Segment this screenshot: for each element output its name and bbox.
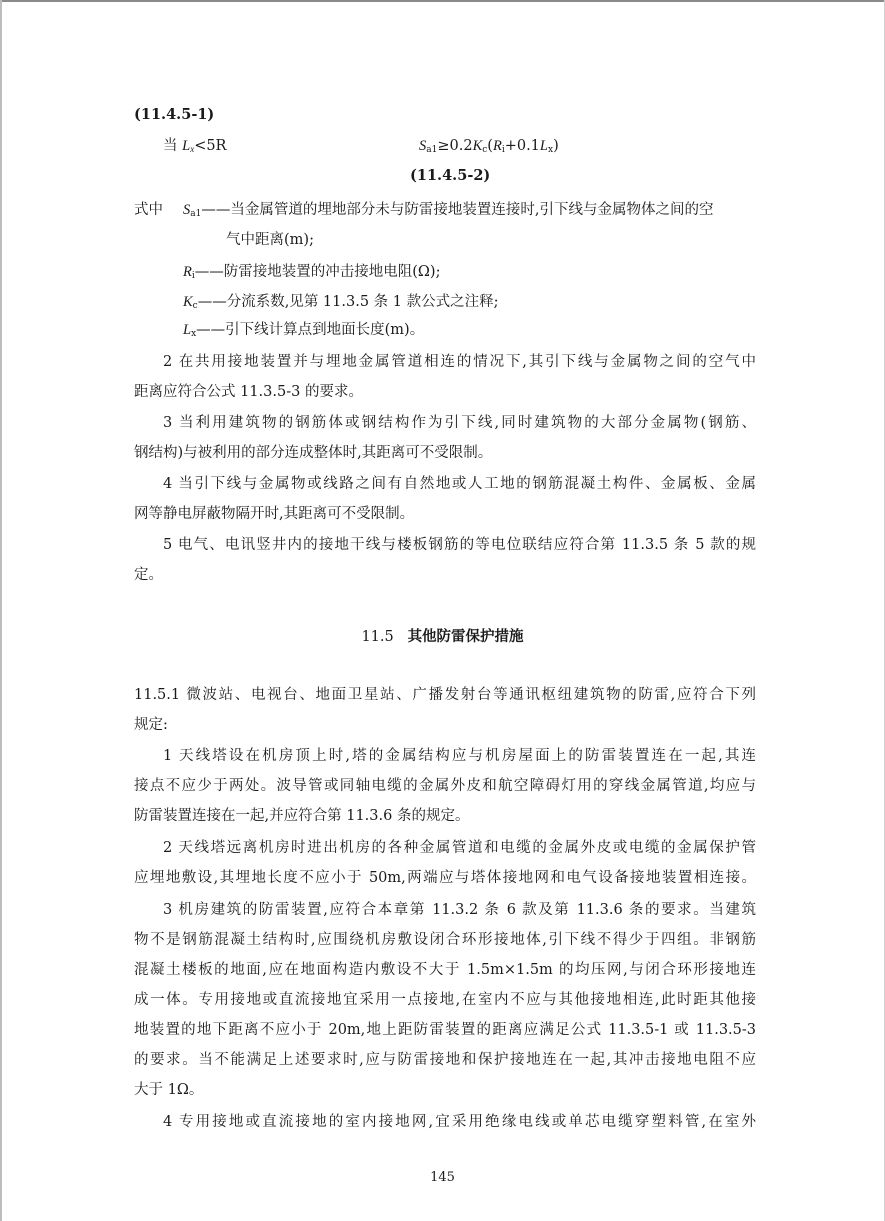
- symbol-s-definition: $S_{a1}——$当金属管道的埋地部分未与防雷接地装置连接时,引下线与金属物体之间的空: [183, 202, 714, 219]
- clause-11-5-1-line-1: 11.5.1 微波站、电视台、地面卫星站、广播发射台等通讯枢纽建筑物的防雷,应符合下列: [134, 687, 756, 703]
- clause-item-2-line-1: 2 天线塔远离机房时进出机房的各种金属管道和电缆的金属外皮或电缆的金属保护管: [163, 840, 756, 856]
- clause-item-4-line-1: 4 专用接地或直流接地的室内接地网,宜采用绝缘电线或单芯电缆穿塑料管,在室外: [163, 1114, 756, 1130]
- page-top-border: [0, 0, 885, 2]
- page-left-border: [0, 0, 2, 1221]
- clause-item-3-line-6: 的要求。当不能满足上述要求时,应与防雷接地和保护接地连在一起,其冲击接地电阻不应: [134, 1052, 756, 1068]
- page-number: 145: [430, 1170, 455, 1185]
- condition-text: 当 $L_x<5R$: [163, 138, 227, 154]
- clause-item-3-line-7: 大于 1Ω。: [134, 1082, 204, 1098]
- section-heading: 11.5 其他防雷保护措施: [361, 628, 524, 645]
- clause-item-2-line-2: 应埋地敷设,其埋地长度不应小于 50m,两端应与塔体接地网和电气设备接地装置相连接。: [134, 870, 756, 886]
- equation-number-1: (11.4.5-1): [134, 106, 215, 123]
- item-3-line-2: 钢结构)与被利用的部分连成整体时,其距离可不受限制。: [134, 445, 493, 461]
- clause-item-3-line-5: 地装置的地下距离不应小于 20m,地上距防雷装置的距离应满足公式 11.3.5-1 或 11.3.5-3: [134, 1022, 756, 1038]
- item-5-line-1: 5 电气、电讯竖井内的接地干线与楼板钢筋的等电位联结应符合第 11.3.5 条 5 款的规: [163, 537, 756, 553]
- symbol-s-definition-cont: 气中距离(m);: [226, 232, 314, 248]
- item-2-line-2: 距离应符合公式 11.3.5-3 的要求。: [134, 384, 363, 400]
- symbols-intro: 式中: [134, 202, 163, 218]
- clause-item-1-line-2: 接点不应少于两处。波导管或同轴电缆的金属外皮和航空障碍灯用的穿线金属管道,均应与: [134, 778, 756, 794]
- clause-item-1-line-1: 1 天线塔设在机房顶上时,塔的金属结构应与机房屋面上的防雷装置连在一起,其连: [163, 748, 756, 764]
- item-3-line-1: 3 当利用建筑物的钢筋体或钢结构作为引下线,同时建筑物的大部分金属物(钢筋、: [163, 415, 756, 431]
- symbol-l-definition: $L_x——$引下线计算点到地面长度(m)。: [183, 322, 425, 339]
- clause-item-3-line-1: 3 机房建筑的防雷装置,应符合本章第 11.3.2 条 6 款及第 11.3.6 条的要求。当建筑: [163, 902, 756, 918]
- item-4-line-1: 4 当引下线与金属物或线路之间有自然地或人工地的钢筋混凝土构件、金属板、金属: [163, 476, 756, 492]
- item-4-line-2: 网等静电屏蔽物隔开时,其距离可不受限制。: [134, 506, 415, 522]
- clause-item-3-line-3: 混凝土楼板的地面,应在地面构造内敷设不大于 1.5m×1.5m 的均压网,与闭合环形接地连: [134, 962, 756, 978]
- clause-item-1-line-3: 防雷装置连接在一起,并应符合第 11.3.6 条的规定。: [134, 808, 470, 824]
- clause-item-3-line-2: 物不是钢筋混凝土结构时,应围绕机房敷设闭合环形接地体,引下线不得少于四组。非钢筋: [134, 932, 756, 948]
- symbol-k-definition: $K_c——$分流系数,见第 11.3.5 条 1 款公式之注释;: [183, 294, 499, 311]
- formula-expression: $S_{a1}\ge 0.2K_c(R_i+0.1L_x)$: [419, 138, 559, 155]
- equation-number-2: (11.4.5-2): [410, 167, 491, 184]
- symbol-r-definition: $R_i——$防雷接地装置的冲击接地电阻(Ω);: [183, 264, 441, 281]
- clause-11-5-1-line-2: 规定:: [134, 717, 168, 733]
- item-2-line-1: 2 在共用接地装置并与埋地金属管道相连的情况下,其引下线与金属物之间的空气中: [163, 354, 756, 370]
- item-5-line-2: 定。: [134, 567, 163, 583]
- clause-item-3-line-4: 成一体。专用接地或直流接地宜采用一点接地,在室内不应与其他接地相连,此时距其他接: [134, 992, 756, 1008]
